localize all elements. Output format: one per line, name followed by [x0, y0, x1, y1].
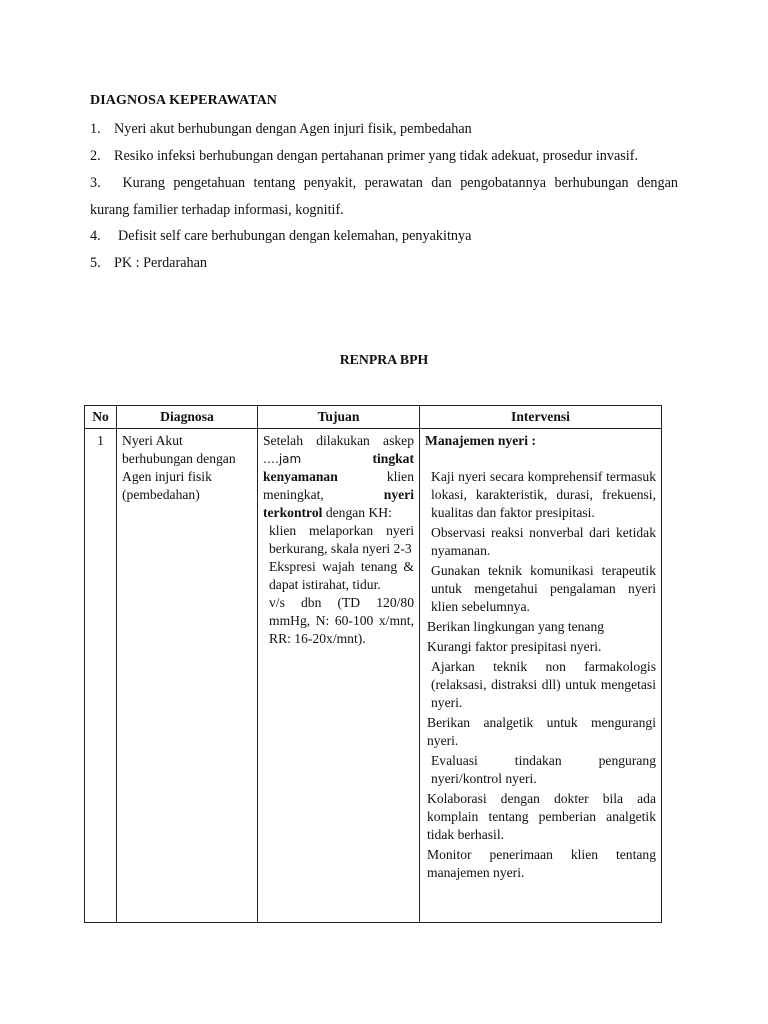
- tujuan-text: dengan KH:: [325, 505, 392, 520]
- tujuan-text: Setelah dilakukan askep: [263, 433, 414, 448]
- diagnosa-item-number: 3.: [90, 175, 101, 191]
- cell-tujuan: [258, 429, 420, 923]
- diagnosa-title: DIAGNOSA KEPERAWATAN: [90, 93, 278, 108]
- intervensi-item: Gunakan teknik komunikasi terapeutik untuk mengetahui pengalaman nyeri klien sebelumnya.: [431, 563, 656, 614]
- diagnosa-item-text: Defisit self care berhubungan dengan kelemahan, penyakitnya: [118, 228, 472, 244]
- diagnosa-item-continuation: kurang familier terhadap informasi, kognitif.: [90, 202, 344, 218]
- header-intervensi: Intervensi: [420, 406, 662, 429]
- intervensi-item: Ajarkan teknik non farmakologis (relaksasi, distraksi dll) untuk mengetasi nyeri.: [431, 659, 656, 710]
- intervensi-item: Monitor penerimaan klien tentang manajemen nyeri.: [427, 847, 656, 880]
- tujuan-bold-text: tingkat kenyamanan: [263, 451, 414, 484]
- intervensi-item: Observasi reaksi nonverbal dari ketidak nyamanan.: [431, 525, 656, 558]
- diagnosa-item-number: 4.: [90, 228, 101, 244]
- diagnosa-item: [90, 255, 207, 272]
- tujuan-text: klien meningkat,: [263, 469, 414, 502]
- header-tujuan: Tujuan: [258, 406, 420, 429]
- cell-intervensi: [420, 429, 662, 923]
- diagnosa-item: [90, 228, 471, 245]
- intervensi-item: Kaji nyeri secara komprehensif termasuk lokasi, karakteristik, durasi, frekuensi, kualitas dan faktor presipitasi.: [431, 469, 656, 520]
- diagnosa-item-text: Kurang pengetahuan tentang penyakit, perawatan dan pengobatannya berhubungan dengan: [122, 175, 678, 191]
- intervensi-item: Berikan analgetik untuk mengurangi nyeri.: [427, 715, 656, 748]
- diagnosa-item: [90, 148, 638, 165]
- diagnosa-item-text: PK : Perdarahan: [114, 255, 207, 271]
- header-no: No: [85, 406, 117, 429]
- intervensi-item: Kolaborasi dengan dokter bila ada komplain tentang pemberian analgetik tidak berhasil.: [427, 791, 656, 842]
- diagnosa-item-text: Nyeri akut berhubungan dengan Agen injuri fisik, pembedahan: [114, 121, 472, 137]
- diagnosa-item-text: Resiko infeksi berhubungan dengan pertahanan primer yang tidak adekuat, prosedur invasif.: [114, 148, 638, 164]
- intervensi-item: Berikan lingkungan yang tenang: [427, 619, 605, 634]
- table-row: [85, 429, 662, 923]
- header-diagnosa: Diagnosa: [117, 406, 258, 429]
- renpra-table: [84, 405, 662, 923]
- tujuan-criteria: klien melaporkan nyeri berkurang, skala nyeri 2-3: [269, 523, 414, 556]
- intervensi-title: Manajemen nyeri :: [425, 433, 536, 448]
- tujuan-intro: [263, 432, 414, 522]
- tujuan-bold-text: nyeri terkontrol: [263, 487, 414, 520]
- diagnosa-item-number: 1.: [90, 121, 101, 137]
- diagnosa-item-number: 5.: [90, 255, 101, 271]
- tujuan-criteria: Ekspresi wajah tenang & dapat istirahat, tidur.: [269, 559, 414, 592]
- renpra-title: RENPRA BPH: [339, 352, 429, 367]
- cell-no: 1: [85, 429, 117, 923]
- diagnosa-item: [90, 121, 472, 138]
- diagnosa-item-number: 2.: [90, 148, 101, 164]
- intervensi-item: Kurangi faktor presipitasi nyeri.: [427, 639, 602, 654]
- intervensi-item: Evaluasi tindakan pengurang nyeri/kontrol nyeri.: [431, 753, 656, 786]
- table-header-row: [85, 406, 662, 429]
- cell-diagnosa: Nyeri Akut berhubungan dengan Agen injuri fisik (pembedahan): [117, 429, 258, 923]
- tujuan-criteria: v/s dbn (TD 120/80 mmHg, N: 60-100 x/mnt, RR: 16-20x/mnt).: [269, 595, 414, 646]
- diagnosa-item: [90, 175, 678, 192]
- tujuan-dots: ….jam: [263, 452, 302, 466]
